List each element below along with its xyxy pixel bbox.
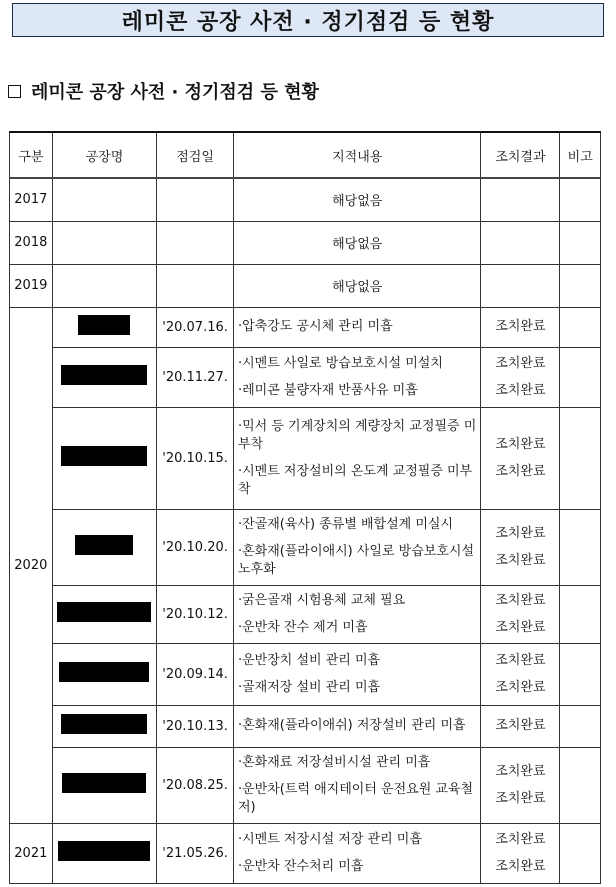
note-cell xyxy=(560,747,601,823)
table-row xyxy=(10,509,601,585)
redacted-plant-name xyxy=(75,535,133,555)
result-item: 조치완료 xyxy=(495,619,546,635)
date-cell: '20.07.16. xyxy=(157,307,234,347)
finding-item: ·굵은골재 시험용체 교체 필요 xyxy=(237,592,406,608)
content-cell xyxy=(233,407,480,509)
redacted-plant-name xyxy=(58,841,150,861)
content-cell: 해당없음 xyxy=(233,178,480,221)
redacted-plant-name xyxy=(57,602,151,622)
result-cell xyxy=(481,747,560,823)
plant-cell xyxy=(52,705,157,747)
year-cell: 2020 xyxy=(10,307,53,823)
table-row xyxy=(10,407,601,509)
header-content: 지적내용 xyxy=(233,132,480,178)
content-cell xyxy=(233,643,480,705)
date-cell: '20.10.12. xyxy=(157,585,234,643)
table-row xyxy=(10,307,601,347)
redacted-plant-name xyxy=(62,773,146,793)
content-cell xyxy=(233,307,480,347)
finding-item: ·시멘트 저장시설 저장 관리 미흡 xyxy=(237,831,422,847)
note-cell xyxy=(560,407,601,509)
table-row xyxy=(10,221,601,264)
note-cell xyxy=(560,585,601,643)
date-cell: '20.09.14. xyxy=(157,643,234,705)
redacted-plant-name xyxy=(61,714,147,734)
note-cell xyxy=(560,264,601,307)
table-row xyxy=(10,747,601,823)
content-cell: 해당없음 xyxy=(233,221,480,264)
result-cell xyxy=(481,643,560,705)
date-cell: '20.10.20. xyxy=(157,509,234,585)
date-cell: '20.10.13. xyxy=(157,705,234,747)
plant-cell xyxy=(52,307,157,347)
date-cell xyxy=(157,264,234,307)
finding-item: ·혼화재료 저장설비시설 관리 미흡 xyxy=(237,754,431,770)
header-result: 조치결과 xyxy=(481,132,560,178)
note-cell xyxy=(560,643,601,705)
result-cell xyxy=(481,823,560,883)
header-year: 구분 xyxy=(10,132,53,178)
plant-cell xyxy=(52,509,157,585)
table-row xyxy=(10,643,601,705)
checkbox-icon xyxy=(8,85,21,98)
finding-item: ·운반차 잔수 제거 미흡 xyxy=(237,619,368,635)
plant-cell xyxy=(52,823,157,883)
result-item: 조치완료 xyxy=(495,718,546,733)
table-row xyxy=(10,178,601,221)
table-row xyxy=(10,347,601,407)
content-cell xyxy=(233,509,480,585)
redacted-plant-name xyxy=(61,365,147,385)
content-cell xyxy=(233,747,480,823)
section-title xyxy=(8,78,319,104)
date-cell: '20.11.27. xyxy=(157,347,234,407)
redacted-plant-name xyxy=(61,446,147,466)
result-cell xyxy=(481,705,560,747)
plant-cell xyxy=(52,747,157,823)
finding-item: ·골재저장 설비 관리 미흡 xyxy=(237,679,381,695)
result-item: 조치완료 xyxy=(495,319,546,334)
date-cell xyxy=(157,221,234,264)
year-cell: 2017 xyxy=(10,178,53,221)
finding-item: ·운반장치 설비 관리 미흡 xyxy=(237,652,381,668)
finding-item: ·믹서 등 기계장치의 계량장치 교정필증 미부착 xyxy=(237,418,477,452)
plant-cell xyxy=(52,643,157,705)
result-item: 조치완료 xyxy=(495,552,546,568)
year-cell: 2021 xyxy=(10,823,53,883)
result-item: 조치완료 xyxy=(495,436,546,452)
finding-item: ·시멘트 사일로 방습보호시설 미설치 xyxy=(237,355,443,371)
header-date: 점검일 xyxy=(157,132,234,178)
result-cell xyxy=(481,178,560,221)
year-cell: 2019 xyxy=(10,264,53,307)
redacted-plant-name xyxy=(78,315,130,335)
finding-item: ·운반차 잔수처리 미흡 xyxy=(237,858,364,874)
date-cell: '20.10.15. xyxy=(157,407,234,509)
result-item: 조치완료 xyxy=(495,679,546,695)
banner-title: 레미콘 공장 사전 · 정기점검 등 현황 xyxy=(12,3,604,37)
result-item: 조치완료 xyxy=(495,858,546,874)
result-cell xyxy=(481,264,560,307)
content-cell xyxy=(233,823,480,883)
result-item: 조치완료 xyxy=(495,652,546,668)
plant-cell xyxy=(52,585,157,643)
finding-item: ·시멘트 저장설비의 온도계 교정필증 미부착 xyxy=(237,463,473,497)
finding-item: ·혼화재(플라이애쉬) 저장설비 관리 미흡 xyxy=(237,718,466,733)
table-row xyxy=(10,823,601,883)
result-cell xyxy=(481,585,560,643)
result-item: 조치완료 xyxy=(495,463,546,479)
date-cell: '21.05.26. xyxy=(157,823,234,883)
result-item: 조치완료 xyxy=(495,763,546,779)
note-cell xyxy=(560,705,601,747)
content-cell xyxy=(233,347,480,407)
finding-item: ·잔골재(육사) 종류별 배합설계 미실시 xyxy=(237,516,454,532)
table-row xyxy=(10,585,601,643)
plant-cell xyxy=(52,347,157,407)
inspection-table xyxy=(9,131,601,884)
result-cell xyxy=(481,509,560,585)
content-cell xyxy=(233,705,480,747)
header-note: 비고 xyxy=(560,132,601,178)
finding-item: ·혼화재(플라이애시) 사일로 방습보호시설 노후화 xyxy=(237,543,475,577)
note-cell xyxy=(560,347,601,407)
header-plant: 공장명 xyxy=(52,132,157,178)
table-row xyxy=(10,264,601,307)
result-cell xyxy=(481,407,560,509)
result-item: 조치완료 xyxy=(495,592,546,608)
finding-item: ·운반차(트럭 애지테이터 운전요원 교육철저) xyxy=(237,781,474,815)
table-row xyxy=(10,705,601,747)
finding-item: ·압축강도 공시체 관리 미흡 xyxy=(237,319,393,334)
table-header-row xyxy=(10,132,601,178)
plant-cell xyxy=(52,178,157,221)
note-cell xyxy=(560,307,601,347)
result-item: 조치완료 xyxy=(495,382,546,398)
year-cell: 2018 xyxy=(10,221,53,264)
plant-cell xyxy=(52,264,157,307)
plant-cell xyxy=(52,407,157,509)
note-cell xyxy=(560,221,601,264)
content-cell xyxy=(233,585,480,643)
note-cell xyxy=(560,823,601,883)
section-title-text: 레미콘 공장 사전 · 정기점검 등 현황 xyxy=(31,82,319,103)
result-item: 조치완료 xyxy=(495,355,546,371)
redacted-plant-name xyxy=(59,662,149,682)
result-cell xyxy=(481,221,560,264)
content-cell: 해당없음 xyxy=(233,264,480,307)
result-item: 조치완료 xyxy=(495,831,546,847)
date-cell: '20.08.25. xyxy=(157,747,234,823)
finding-item: ·레미콘 불량자재 반품사유 미흡 xyxy=(237,382,418,398)
note-cell xyxy=(560,509,601,585)
result-item: 조치완료 xyxy=(495,790,546,806)
result-cell xyxy=(481,347,560,407)
plant-cell xyxy=(52,221,157,264)
note-cell xyxy=(560,178,601,221)
result-item: 조치완료 xyxy=(495,525,546,541)
date-cell xyxy=(157,178,234,221)
result-cell xyxy=(481,307,560,347)
